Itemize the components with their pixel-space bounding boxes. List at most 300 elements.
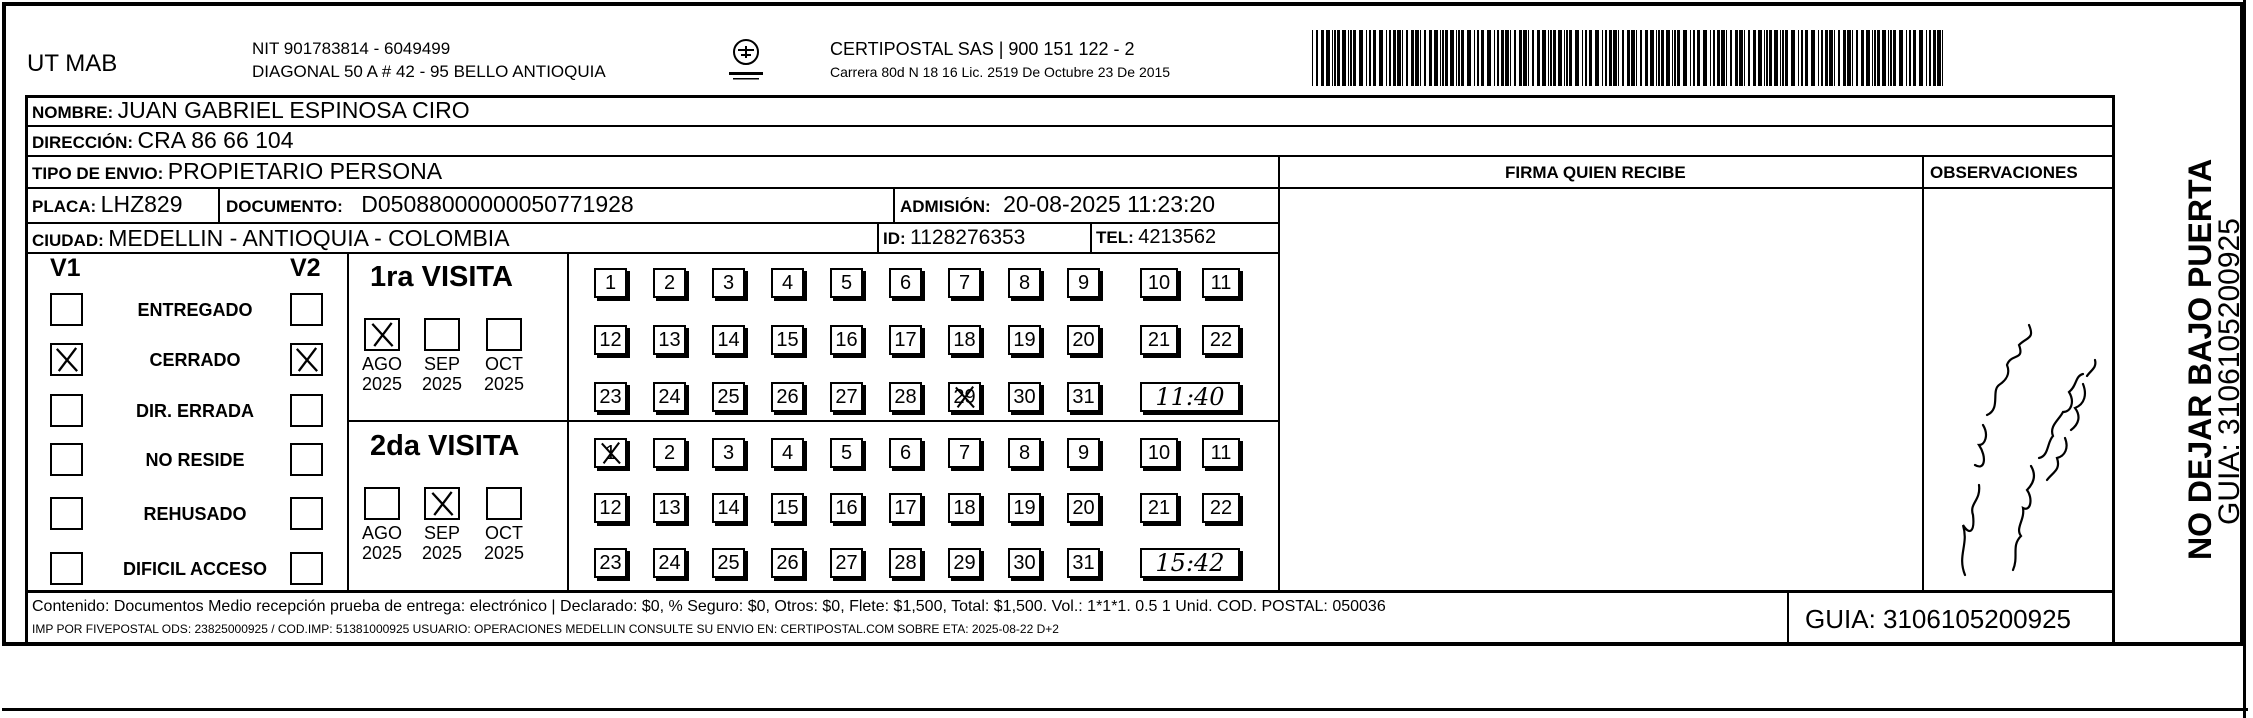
barcode-bar (1730, 30, 1732, 86)
placa-label: PLACA: (32, 197, 97, 216)
barcode (1312, 30, 1948, 86)
barcode-bar (1440, 30, 1441, 86)
second-visit-month-ago[interactable] (364, 487, 400, 520)
barcode-bar (1753, 30, 1756, 86)
barcode-bar (1497, 30, 1499, 86)
barcode-bar (1494, 30, 1495, 86)
v1-checkbox-rehusado[interactable] (50, 497, 83, 530)
second-visit-day-5[interactable]: 5 (830, 438, 863, 468)
tel-label: TEL: (1096, 228, 1134, 247)
barcode-bar (1717, 30, 1720, 86)
second-visit-day-21[interactable]: 21 (1140, 493, 1178, 523)
rule-bottom (25, 643, 2115, 646)
first-visit-day-6[interactable]: 6 (889, 268, 922, 298)
second-visit-day-7[interactable]: 7 (948, 438, 981, 468)
second-visit-day-28[interactable]: 28 (889, 548, 922, 578)
direccion-label: DIRECCIÓN: (32, 133, 134, 152)
barcode-bar (1636, 30, 1637, 86)
rule-right (2112, 95, 2115, 645)
second-visit-day-2[interactable]: 2 (653, 438, 686, 468)
barcode-bar (1926, 30, 1927, 86)
barcode-bar (1450, 30, 1454, 86)
barcode-bar (1631, 30, 1635, 86)
first-visit-day-18[interactable]: 18 (948, 325, 981, 355)
status-label: NO RESIDE (145, 450, 245, 470)
second-visit-month-oct[interactable] (486, 487, 522, 520)
barcode-bar (1353, 30, 1356, 86)
v2-checkbox-cerrado[interactable] (290, 343, 323, 376)
first-visit-day-10[interactable]: 10 (1140, 268, 1178, 298)
barcode-bar (1658, 30, 1660, 86)
rule-row3 (25, 187, 2115, 189)
second-visit-day-14[interactable]: 14 (712, 493, 745, 523)
first-visit-day-13[interactable]: 13 (653, 325, 686, 355)
month-name: AGO (361, 354, 402, 374)
second-visit-month-sep[interactable] (424, 487, 460, 520)
barcode-bar (1461, 30, 1464, 86)
second-visit-day-9[interactable]: 9 (1067, 438, 1100, 468)
barcode-bar (1622, 30, 1624, 86)
placa-row (32, 193, 183, 216)
first-visit-day-29[interactable]: 29 (948, 382, 981, 412)
barcode-bar (1397, 30, 1401, 86)
barcode-bar (1420, 30, 1421, 86)
second-visit-day-22[interactable]: 22 (1202, 493, 1240, 523)
admision-label: ADMISIÓN: (900, 197, 991, 216)
firma-header: FIRMA QUIEN RECIBE (1505, 163, 1686, 182)
tipo-value: PROPIETARIO PERSONA (167, 158, 443, 184)
barcode-bar (1744, 30, 1745, 86)
documento-value: D05088000000050771928 (361, 191, 634, 217)
first-visit-day-16[interactable]: 16 (830, 325, 863, 355)
rule-row1 (25, 125, 2115, 127)
second-visit-month-label (352, 523, 412, 563)
v2-header: V2 (290, 254, 321, 282)
v1-checkbox-cerrado[interactable] (50, 343, 83, 376)
barcode-bar (1937, 30, 1941, 86)
barcode-bar (1605, 30, 1607, 86)
barcode-bar (1481, 30, 1484, 86)
barcode-bar (1519, 30, 1522, 86)
rule-id-tel (1090, 222, 1092, 252)
first-visit-month-label (352, 354, 412, 394)
barcode-bar (1874, 30, 1876, 86)
first-visit-month-sep[interactable] (424, 318, 460, 351)
first-visit-day-21[interactable]: 21 (1140, 325, 1178, 355)
barcode-bar (1342, 30, 1346, 86)
second-visit-day-3[interactable]: 3 (712, 438, 745, 468)
first-visit-time[interactable]: 11:40 (1140, 382, 1240, 412)
barcode-bar (1321, 30, 1324, 86)
nombre-value: JUAN GABRIEL ESPINOSA CIRO (117, 97, 470, 123)
status-label: DIR. ERRADA (135, 401, 254, 421)
ciudad-label: CIUDAD: (32, 231, 104, 250)
v2-checkbox-dir-errada[interactable] (290, 394, 323, 427)
status-label: CERRADO (149, 350, 241, 370)
v1-checkbox-entregado[interactable] (50, 293, 83, 326)
first-visit-day-2[interactable]: 2 (653, 268, 686, 298)
barcode-bar (1326, 30, 1330, 86)
first-visit-day-25[interactable]: 25 (712, 382, 745, 412)
first-visit-day-27[interactable]: 27 (830, 382, 863, 412)
barcode-bar (1474, 30, 1475, 86)
barcode-bar (1656, 30, 1657, 86)
second-visit-day-27[interactable]: 27 (830, 548, 863, 578)
first-visit-day-23[interactable]: 23 (594, 382, 627, 412)
rule-firma-left (1278, 155, 1280, 591)
barcode-bar (1393, 30, 1396, 86)
company-license: Carrera 80d N 18 16 Lic. 2519 De Octubre 23 De 2015 (830, 64, 1171, 80)
barcode-bar (1888, 30, 1889, 86)
second-visit-day-24[interactable]: 24 (653, 548, 686, 578)
barcode-bar (1537, 30, 1540, 86)
barcode-bar (1316, 30, 1318, 86)
barcode-bar (1442, 30, 1444, 86)
barcode-bar (1890, 30, 1892, 86)
barcode-bar (1818, 30, 1819, 86)
barcode-bar (1548, 30, 1549, 86)
barcode-bar (1575, 30, 1579, 86)
direccion-value: CRA 86 66 104 (137, 127, 294, 153)
barcode-bar (1487, 30, 1491, 86)
barcode-bar (1672, 30, 1673, 86)
certipostal-logo (725, 38, 767, 82)
barcode-bar (1805, 30, 1808, 86)
rule-visit-split (347, 420, 1278, 422)
barcode-bar (1379, 30, 1383, 86)
barcode-bar (1564, 30, 1565, 86)
barcode-bar (1458, 30, 1460, 86)
barcode-bar (1766, 30, 1768, 86)
barcode-bar (1697, 30, 1700, 86)
rule-placa-doc (218, 187, 220, 222)
barcode-bar (1726, 30, 1727, 86)
barcode-bar (1553, 30, 1556, 86)
barcode-bar (1618, 30, 1619, 86)
barcode-bar (1780, 30, 1781, 86)
barcode-bar (1477, 30, 1479, 86)
second-visit-day-31[interactable]: 31 (1067, 548, 1100, 578)
barcode-bar (1334, 30, 1336, 86)
month-name: SEP (423, 354, 461, 374)
barcode-bar (1838, 30, 1840, 86)
first-visit-day-3[interactable]: 3 (712, 268, 745, 298)
barcode-bar (1415, 30, 1419, 86)
first-visit-day-14[interactable]: 14 (712, 325, 745, 355)
barcode-bar (1359, 30, 1363, 86)
month-name: OCT (485, 354, 523, 374)
barcode-bar (1411, 30, 1414, 86)
barcode-bar (1348, 30, 1349, 86)
sender-nit: NIT 901783814 - 6049499 (252, 39, 451, 58)
company-name: CERTIPOSTAL SAS | 900 151 122 - 2 (830, 39, 1135, 59)
barcode-bar (1785, 30, 1788, 86)
first-visit-day-5[interactable]: 5 (830, 268, 863, 298)
first-visit-day-12[interactable]: 12 (594, 325, 627, 355)
barcode-bar (1566, 30, 1568, 86)
barcode-bar (1373, 30, 1376, 86)
second-visit-day-16[interactable]: 16 (830, 493, 863, 523)
barcode-bar (1872, 30, 1873, 86)
barcode-bar (1834, 30, 1835, 86)
month-year: 2025 (421, 374, 463, 394)
barcode-bar (1337, 30, 1340, 86)
first-visit-day-17[interactable]: 17 (889, 325, 922, 355)
barcode-bar (1739, 30, 1743, 86)
barcode-bar (1666, 30, 1670, 86)
second-visit-day-30[interactable]: 30 (1008, 548, 1041, 578)
second-visit-month-label (412, 523, 472, 563)
month-year: 2025 (421, 543, 463, 563)
status-label: REHUSADO (143, 504, 247, 524)
barcode-bar (1829, 30, 1833, 86)
barcode-bar (1748, 30, 1750, 86)
month-year: 2025 (483, 374, 525, 394)
barcode-bar (1877, 30, 1880, 86)
second-visit-day-13[interactable]: 13 (653, 493, 686, 523)
barcode-bar (1811, 30, 1815, 86)
first-visit-day-22[interactable]: 22 (1202, 325, 1240, 355)
observation-handwriting (1935, 270, 2105, 582)
barcode-bar (1861, 30, 1864, 86)
v1-checkbox-dir-errada[interactable] (50, 394, 83, 427)
rule-city-id (877, 222, 879, 252)
sender-name: UT MAB (27, 50, 118, 77)
second-visit-month-label (474, 523, 534, 563)
ciudad-row (32, 227, 510, 250)
tel-value: 4213562 (1138, 226, 1217, 248)
barcode-bar (1919, 30, 1923, 86)
second-visit-day-4[interactable]: 4 (771, 438, 804, 468)
admision-row (900, 193, 1215, 216)
barcode-bar (1402, 30, 1403, 86)
barcode-bar (1424, 30, 1426, 86)
barcode-bar (1589, 30, 1592, 86)
second-visit-day-23[interactable]: 23 (594, 548, 627, 578)
barcode-bar (1913, 30, 1916, 86)
tel-row (1096, 227, 1216, 247)
first-visit-day-11[interactable]: 11 (1202, 268, 1240, 298)
footer-guia: GUIA: 3106105200925 (1805, 604, 2071, 634)
barcode-bar (1782, 30, 1784, 86)
v2-checkbox-no-reside[interactable] (290, 443, 323, 476)
second-visit-day-26[interactable]: 26 (771, 548, 804, 578)
barcode-bar (1609, 30, 1612, 86)
barcode-bar (1882, 30, 1886, 86)
v2-checkbox-dificil-acceso[interactable] (290, 552, 323, 585)
first-visit-day-8[interactable]: 8 (1008, 268, 1041, 298)
rule-footer-guia (1787, 590, 1789, 645)
barcode-bar (1856, 30, 1858, 86)
v2-checkbox-rehusado[interactable] (290, 497, 323, 530)
barcode-bar (1406, 30, 1408, 86)
second-visit-time[interactable]: 15:42 (1140, 548, 1240, 578)
barcode-bar (1798, 30, 1799, 86)
barcode-bar (1683, 30, 1687, 86)
barcode-bar (1582, 30, 1583, 86)
barcode-bar (1677, 30, 1680, 86)
second-visit-day-11[interactable]: 11 (1202, 438, 1240, 468)
barcode-bar (1550, 30, 1552, 86)
id-label: ID: (883, 229, 906, 248)
status-label: DIFICIL ACCESO (122, 559, 267, 579)
barcode-bar (1569, 30, 1572, 86)
first-visit-day-4[interactable]: 4 (771, 268, 804, 298)
barcode-bar (1866, 30, 1870, 86)
nombre-label: NOMBRE: (32, 103, 114, 122)
nombre-row (32, 99, 470, 122)
documento-label: DOCUMENTO: (226, 197, 343, 216)
barcode-bar (1852, 30, 1853, 86)
side-warning: NO DEJAR BAJO PUERTA (2182, 158, 2218, 560)
ciudad-value: MEDELLIN - ANTIOQUIA - COLOMBIA (108, 225, 510, 251)
barcode-bar (1445, 30, 1448, 86)
first-visit-day-19[interactable]: 19 (1008, 325, 1041, 355)
month-year: 2025 (361, 543, 403, 563)
barcode-bar (1514, 30, 1516, 86)
first-visit-day-24[interactable]: 24 (653, 382, 686, 412)
barcode-bar (1501, 30, 1504, 86)
barcode-bar (1558, 30, 1562, 86)
barcode-bar (1312, 30, 1313, 86)
direccion-row (32, 129, 294, 152)
first-visit-day-7[interactable]: 7 (948, 268, 981, 298)
barcode-bar (1645, 30, 1648, 86)
barcode-bar (1369, 30, 1371, 86)
first-visit-day-15[interactable]: 15 (771, 325, 804, 355)
first-visit-title: 1ra VISITA (370, 261, 513, 293)
v1-checkbox-dificil-acceso[interactable] (50, 552, 83, 585)
second-visit-day-18[interactable]: 18 (948, 493, 981, 523)
barcode-bar (1366, 30, 1367, 86)
barcode-bar (1825, 30, 1828, 86)
barcode-bar (1703, 30, 1707, 86)
barcode-bar (1774, 30, 1778, 86)
barcode-bar (1893, 30, 1896, 86)
barcode-bar (1769, 30, 1772, 86)
month-year: 2025 (361, 374, 403, 394)
barcode-bar (1613, 30, 1617, 86)
observaciones-header: OBSERVACIONES (1930, 163, 2078, 182)
barcode-bar (1899, 30, 1903, 86)
tipo-label: TIPO DE ENVIO: (32, 164, 164, 183)
barcode-bar (1843, 30, 1846, 86)
first-visit-day-28[interactable]: 28 (889, 382, 922, 412)
barcode-bar (1674, 30, 1676, 86)
barcode-bar (1542, 30, 1546, 86)
second-visit-day-25[interactable]: 25 (712, 548, 745, 578)
barcode-bar (1721, 30, 1725, 86)
barcode-bar (1332, 30, 1333, 86)
v2-checkbox-entregado[interactable] (290, 293, 323, 326)
admision-value: 20-08-2025 11:23:20 (1003, 191, 1215, 217)
footer-contents: Contenido: Documentos Medio recepción prueba de entrega: electrónico | Declarado: $0, % Seguro: $0, Otros: $0, Flete: $1,500, Total: $1,500. Vol.: 1*1*1. 0.5 1 Unid. COD. POSTAL: 050036 (32, 598, 1386, 615)
second-visit-title: 2da VISITA (370, 430, 520, 462)
status-label: ENTREGADO (137, 300, 253, 320)
second-visit-day-15[interactable]: 15 (771, 493, 804, 523)
barcode-bar (1627, 30, 1630, 86)
footer-print-info: IMP POR FIVEPOSTAL ODS: 23825000925 / COD.IMP: 51381000925 USUARIO: OPERACIONES MEDELLIN CONSULTE SU ENVIO EN: CERTIPOSTAL.COM SOBRE ETA: 2025-08-22 D+2 (32, 622, 1059, 636)
barcode-bar (1791, 30, 1795, 86)
second-visit-day-17[interactable]: 17 (889, 493, 922, 523)
barcode-bar (1710, 30, 1711, 86)
month-name: SEP (423, 523, 461, 543)
first-visit-day-31[interactable]: 31 (1067, 382, 1100, 412)
barcode-bar (1906, 30, 1907, 86)
barcode-bar (1801, 30, 1803, 86)
barcode-bar (1510, 30, 1511, 86)
barcode-bar (1713, 30, 1715, 86)
barcode-bar (1764, 30, 1765, 86)
first-visit-day-9[interactable]: 9 (1067, 268, 1100, 298)
barcode-bar (1429, 30, 1432, 86)
placa-value: LHZ829 (100, 191, 183, 217)
barcode-bar (1386, 30, 1387, 86)
rule-row5 (25, 252, 1278, 254)
first-visit-day-20[interactable]: 20 (1067, 325, 1100, 355)
barcode-bar (1758, 30, 1762, 86)
barcode-bar (1456, 30, 1457, 86)
sender-address: DIAGONAL 50 A # 42 - 95 BELLO ANTIOQUIA (252, 62, 606, 81)
barcode-bar (1933, 30, 1936, 86)
barcode-bar (1595, 30, 1599, 86)
second-visit-day-8[interactable]: 8 (1008, 438, 1041, 468)
barcode-bar (1602, 30, 1603, 86)
barcode-bar (1467, 30, 1471, 86)
v1-header: V1 (50, 254, 81, 282)
rule-doc-adm (893, 187, 895, 222)
rule-footer (25, 590, 2115, 593)
rule-obs-left (1922, 155, 1924, 591)
first-visit-month-label (412, 354, 472, 394)
barcode-bar (1434, 30, 1438, 86)
barcode-bar (1532, 30, 1534, 86)
barcode-bar (1690, 30, 1691, 86)
barcode-bar (1585, 30, 1587, 86)
side-guia: GUIA: 3106105200925 (2213, 218, 2246, 525)
second-visit-day-10[interactable]: 10 (1140, 438, 1178, 468)
first-visit-day-26[interactable]: 26 (771, 382, 804, 412)
first-visit-day-1[interactable]: 1 (594, 268, 627, 298)
barcode-bar (1528, 30, 1529, 86)
second-visit-day-1[interactable]: 1 (594, 438, 627, 468)
second-visit-day-6[interactable]: 6 (889, 438, 922, 468)
rule-row2 (25, 155, 2115, 157)
barcode-bar (1661, 30, 1664, 86)
second-visit-day-19[interactable]: 19 (1008, 493, 1041, 523)
second-visit-day-29[interactable]: 29 (948, 548, 981, 578)
barcode-bar (1350, 30, 1352, 86)
barcode-bar (1523, 30, 1527, 86)
id-row (883, 227, 1025, 248)
month-name: OCT (485, 523, 523, 543)
first-visit-month-ago[interactable] (364, 318, 400, 351)
month-name: AGO (361, 523, 402, 543)
first-visit-day-30[interactable]: 30 (1008, 382, 1041, 412)
page-bottom-rule (2, 708, 2248, 711)
barcode-bar (1942, 30, 1943, 86)
barcode-bar (1735, 30, 1738, 86)
barcode-bar (1929, 30, 1931, 86)
barcode-bar (1640, 30, 1642, 86)
second-visit-day-20[interactable]: 20 (1067, 493, 1100, 523)
id-value: 1128276353 (910, 226, 1026, 249)
v1-checkbox-no-reside[interactable] (50, 443, 83, 476)
barcode-bar (1389, 30, 1391, 86)
first-visit-month-oct[interactable] (486, 318, 522, 351)
barcode-bar (1650, 30, 1654, 86)
second-visit-day-12[interactable]: 12 (594, 493, 627, 523)
